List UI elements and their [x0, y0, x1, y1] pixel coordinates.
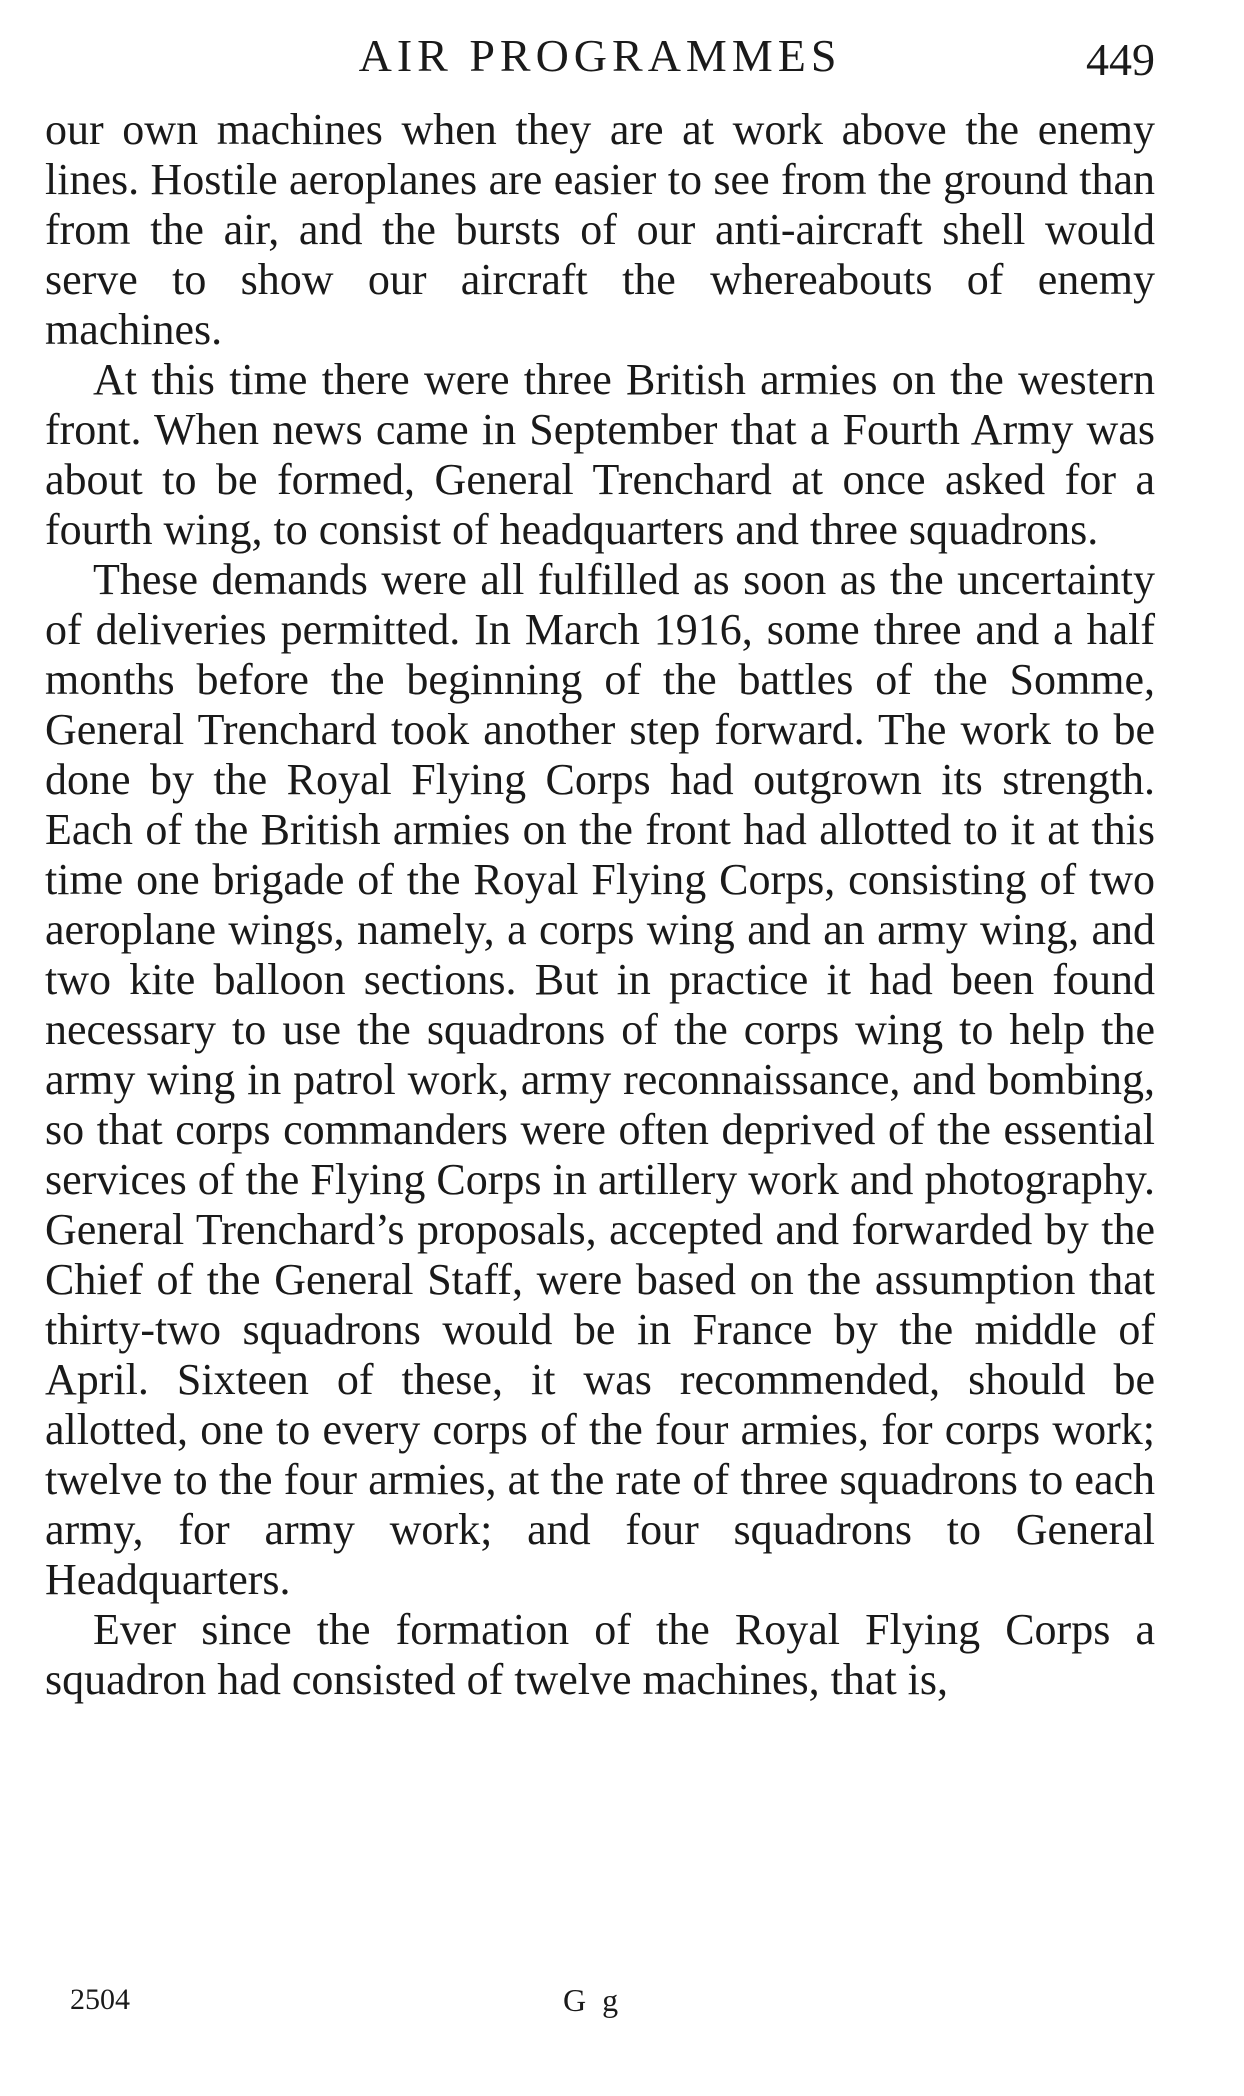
page-header — [45, 22, 1155, 92]
page-footer — [70, 1980, 970, 2030]
printer-signature-mark: 2504 — [70, 1983, 130, 2016]
running-title: AIR PROGRAMMES — [358, 30, 842, 81]
paragraph-british-armies: At this time there were three British armies on the western front. When news came in September that a Fourth Army was about to be formed, General Trenchard at once asked for a fourth wing, to consist of headquarters and three squadrons. — [45, 355, 1155, 554]
gathering-mark: G g — [563, 1982, 623, 2018]
paragraph-squadron-size: Ever since the formation of the Royal Flying Corps a squadron had consisted of twelve machines, that is, — [45, 1605, 1155, 1704]
page-number: 449 — [1086, 34, 1155, 85]
body-text — [45, 105, 1155, 1705]
paragraph-trenchard-proposals: These demands were all fulfilled as soon as the uncertainty of deliveries permitted. In March 1916, some three and a half months before the beginning of the battles of the Somme, General Trenchard took another step forward. The work to be done by the Royal Flying Corps had outgrown its strength. Each of the British armies on the front had allotted to it at this time one brigade of the Royal Flying Corps, consisting of two aeroplane wings, namely, a corps wing and an army wing, and two kite balloon sections. But in practice it had been found necessary to use the squadrons of the corps wing to help the army wing in patrol work, army reconnaissance, and bombing, so that corps commanders were often deprived of the essential services of the Flying Corps in artillery work and photography. General Trenchard’s proposals, accepted and forwarded by the Chief of the General Staff, were based on the assumption that thirty-two squadrons would be in France by the middle of April. Sixteen of these, it was recommended, should be allotted, one to every corps of the four armies, for corps work; twelve to the four armies, at the rate of three squadrons to each army, for army work; and four squadrons to General Headquarters. — [45, 555, 1155, 1604]
paragraph-continuation: our own machines when they are at work above the enemy lines. Hostile aeroplanes are easier to see from the ground than from the air, and the bursts of our anti-aircraft shell would serve to show our aircraft the whereabouts of enemy machines. — [45, 105, 1155, 354]
